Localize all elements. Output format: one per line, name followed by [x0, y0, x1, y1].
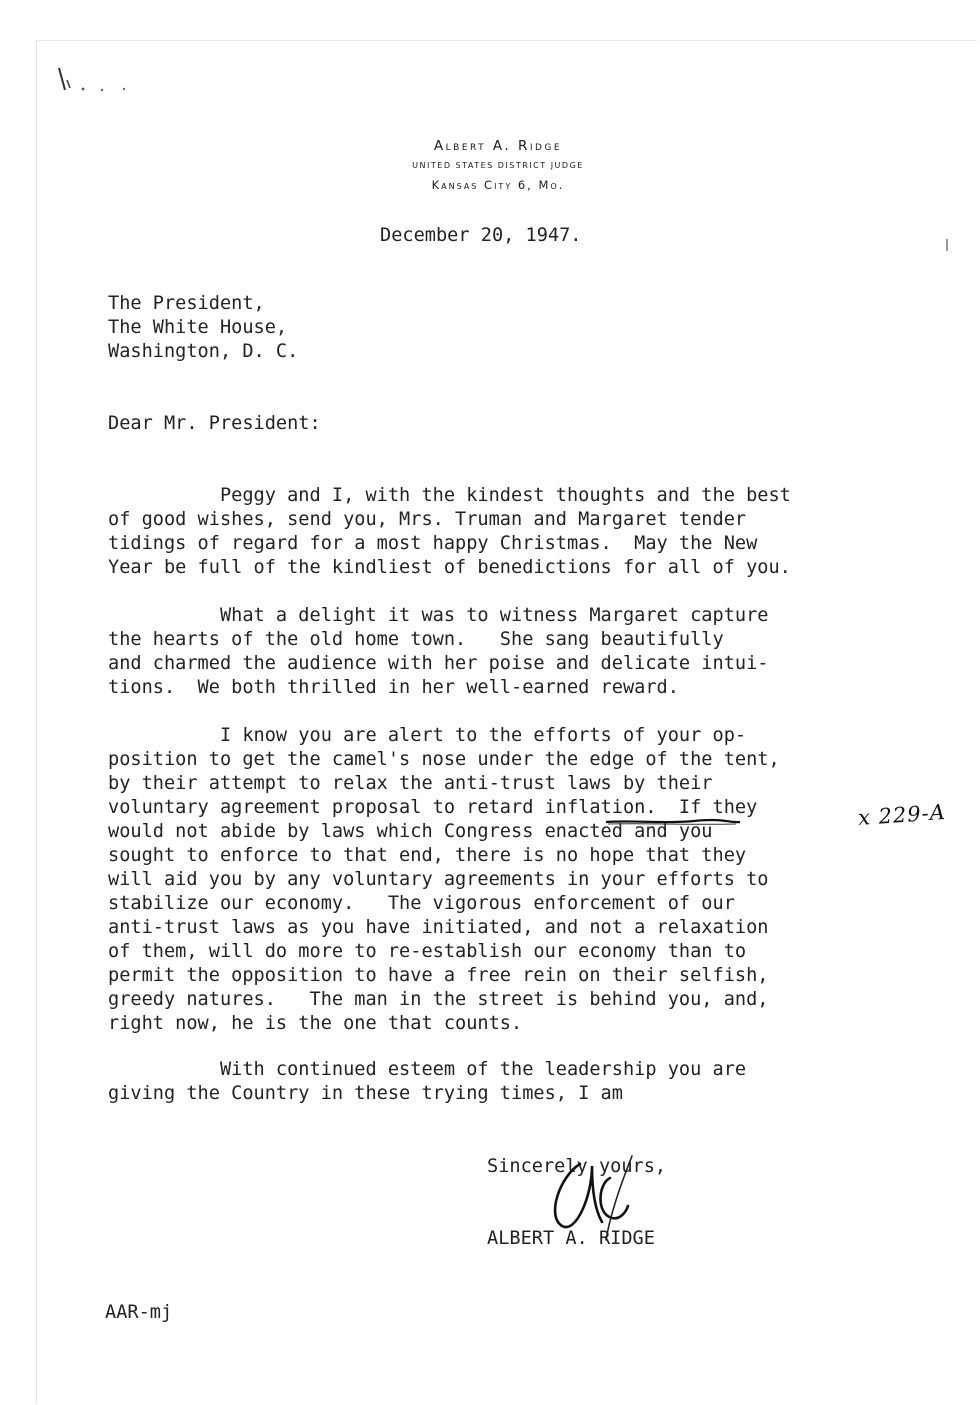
paragraph-3: I know you are alert to the efforts of your op- position to get the camel's nose under the edge of the tent, by their attempt to relax the anti-trust laws by their voluntary agreement proposal to retard inflation. If they would not abide by laws which Congress enacted and you sought to enforce to that end, there is no hope that they will aid you by any voluntary agreements in your efforts to stabilize our economy. The vigorous enforcement of our anti-trust laws as you have initiated, and not a relaxation of them, will do more to re-establish our economy than to permit the opposition to have a free rein on their selfish, greedy natures. The man in the street is behind you, and, right now, he is the one that counts. — [108, 725, 780, 1034]
file-annotation: x 229-A — [857, 799, 947, 831]
paragraph-1: Peggy and I, with the kindest thoughts and the best of good wishes, send you, Mrs. Truman and Margaret tender tidings of regard for a most happy Christmas. May the New Year be full of the kindliest of benedictions for all of you. — [108, 485, 791, 578]
closing: Sincerely yours, — [487, 1156, 667, 1177]
salutation: Dear Mr. President: — [108, 413, 321, 434]
letterhead-title: UNITED STATES DISTRICT JUDGE — [412, 161, 584, 170]
letterhead-name: Albert A. Ridge — [433, 138, 563, 154]
paragraph-4: With continued esteem of the leadership you are giving the Country in these trying times, I am — [108, 1059, 747, 1104]
edge-mark — [943, 238, 951, 252]
letter-date: December 20, 1947. — [380, 225, 582, 246]
typed-signature-name: ALBERT A. RIDGE — [487, 1228, 655, 1249]
recipient-address — [108, 292, 298, 364]
recipient-line-2: The White House, — [108, 317, 288, 338]
recipient-line-1: The President, — [108, 293, 265, 314]
stray-pencil-marks — [56, 66, 136, 96]
letterhead-city: Kansas City 6, Mo. — [431, 178, 565, 192]
recipient-line-3: Washington, D. C. — [108, 341, 299, 362]
reference-initials: AAR-mj — [105, 1302, 173, 1323]
paragraph-2: What a delight it was to witness Margaret capture the hearts of the old home town. She sang beautifully and charmed the audience with her poise and delicate intui- tions. We both thrilled in her well-earned reward. — [108, 605, 769, 698]
handwritten-underline — [604, 817, 742, 827]
